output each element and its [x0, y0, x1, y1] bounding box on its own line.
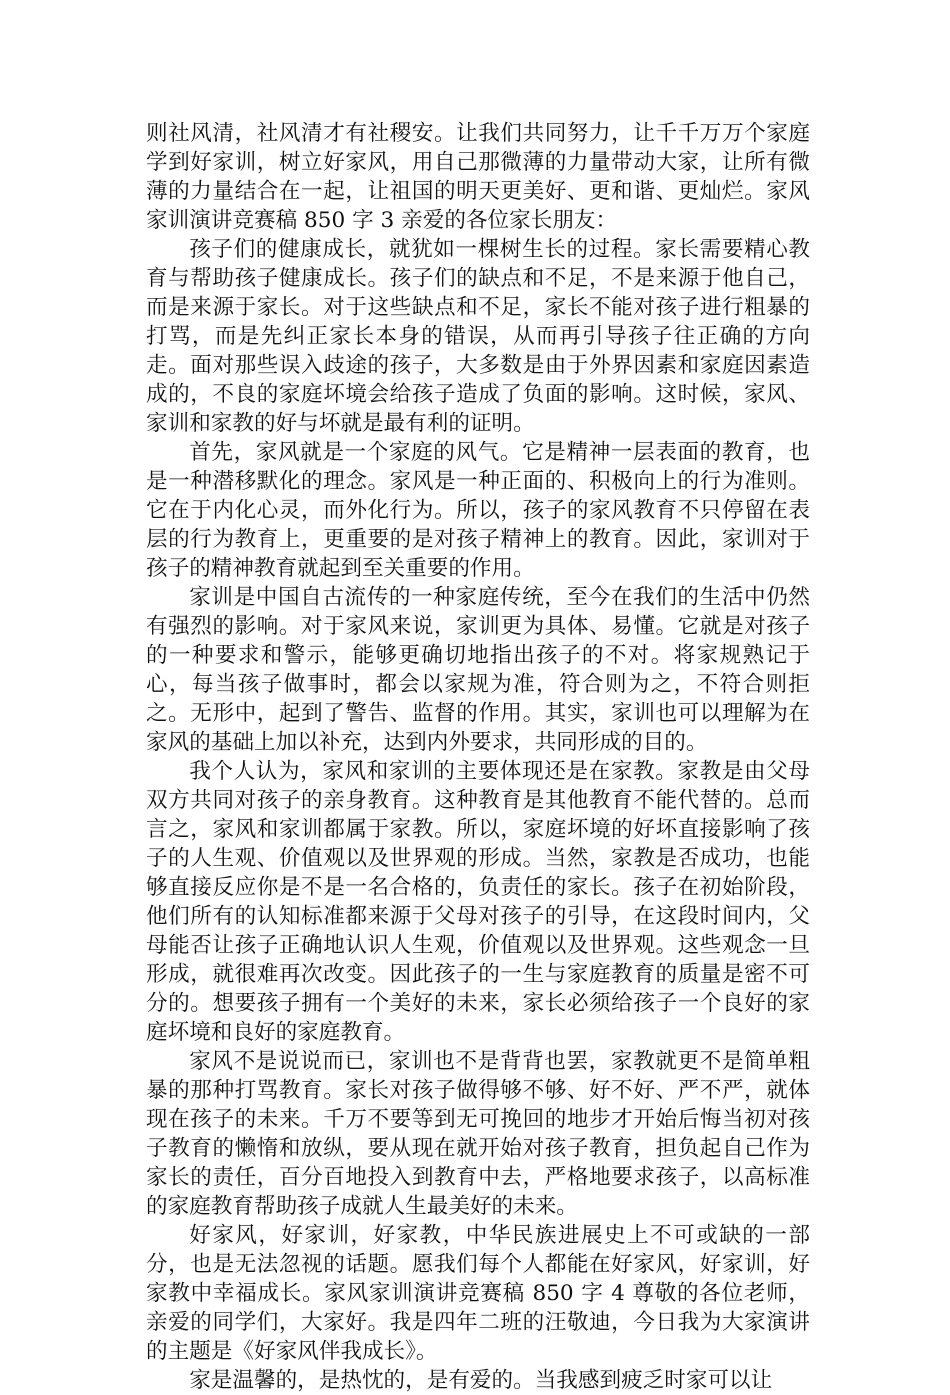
paragraph-8: 家是温馨的，是热忱的，是有爱的。当我感到疲乏时家可以让 — [189, 1368, 773, 1393]
paragraph-7: 好家风，好家训，好家教，中华民族进展史上不可或缺的一部分，也是无法忽视的话题。愿我们每个人都能在好家风，好家训，好家教中幸福成长。家风家训演讲竞赛稿 850 字 4 尊敬的各位老师，亲爱的同学们，大家好。我是四年二班的汪敬迪，今日我为大家演讲的主题是《好家风伴我成长》。 — [146, 1223, 810, 1364]
paragraph-6: 家风不是说说而已，家训也不是背背也罢，家教就更不是简单粗暴的那种打骂教育。家长对孩子做得够不够、好不好、严不严，就体现在孩子的未来。千万不要等到无可挽回的地步才开始后悔当初对孩子教育的懒惰和放纵，要从现在就开始对孩子教育，担负起自己作为家长的责任，百分百地投入到教育中去，严格地要求孩子，以高标准的家庭教育帮助孩子成就人生最美好的未来。 — [146, 1049, 810, 1219]
paragraph-2: 孩子们的健康成长，就犹如一棵树生长的过程。家长需要精心教育与帮助孩子健康成长。孩子们的缺点和不足，不是来源于他自己，而是来源于家长。对于这些缺点和不足，家长不能对孩子进行粗暴的打骂，而是先纠正家长本身的错误，从而再引导孩子往正确的方向走。面对那些误入歧途的孩子，大多数是由于外界因素和家庭因素造成的，不良的家庭坏境会给孩子造成了负面的影响。这时候，家风、家训和家教的好与坏就是最有利的证明。 — [146, 237, 810, 436]
paragraph-4: 家训是中国自古流传的一种家庭传统，至今在我们的生活中仍然有强烈的影响。对于家风来说，家训更为具体、易懂。它就是对孩子的一种要求和警示，能够更确切地指出孩子的不对。将家规熟记于心，每当孩子做事时，都会以家规为准，符合则为之，不符合则拒之。无形中，起到了警告、监督的作用。其实，家训也可以理解为在家风的基础上加以补充，达到内外要求，共同形成的目的。 — [146, 585, 810, 755]
paragraph-1: 则社风清，社风清才有社稷安。让我们共同努力，让千千万万个家庭学到好家训，树立好家风，用自己那微薄的力量带动大家，让所有微薄的力量结合在一起，让祖国的明天更美好、更和谐、更灿烂。家风家训演讲竞赛稿 850 字 3 亲爱的各位家长朋友： — [146, 121, 810, 233]
document-body — [146, 119, 810, 1395]
paragraph-3: 首先，家风就是一个家庭的风气。它是精神一层表面的教育，也是一种潜移默化的理念。家风是一种正面的、积极向上的行为准则。它在于内化心灵，而外化行为。所以，孩子的家风教育不只停留在表层的行为教育上，更重要的是对孩子精神上的教育。因此，家训对于孩子的精神教育就起到至关重要的作用。 — [146, 440, 810, 581]
paragraph-5: 我个人认为，家风和家训的主要体现还是在家教。家教是由父母双方共同对孩子的亲身教育。这种教育是其他教育不能代替的。总而言之，家风和家训都属于家教。所以，家庭坏境的好坏直接影响了孩子的人生观、价值观以及世界观的形成。当然，家教是否成功，也能够直接反应你是不是一名合格的，负责任的家长。孩子在初始阶段，他们所有的认知标准都来源于父母对孩子的引导，在这段时间内，父母能否让孩子正确地认识人生观，价值观以及世界观。这些观念一旦形成，就很难再次改变。因此孩子的一生与家庭教育的质量是密不可分的。想要孩子拥有一个美好的未来，家长必须给孩子一个良好的家庭坏境和良好的家庭教育。 — [146, 759, 810, 1045]
